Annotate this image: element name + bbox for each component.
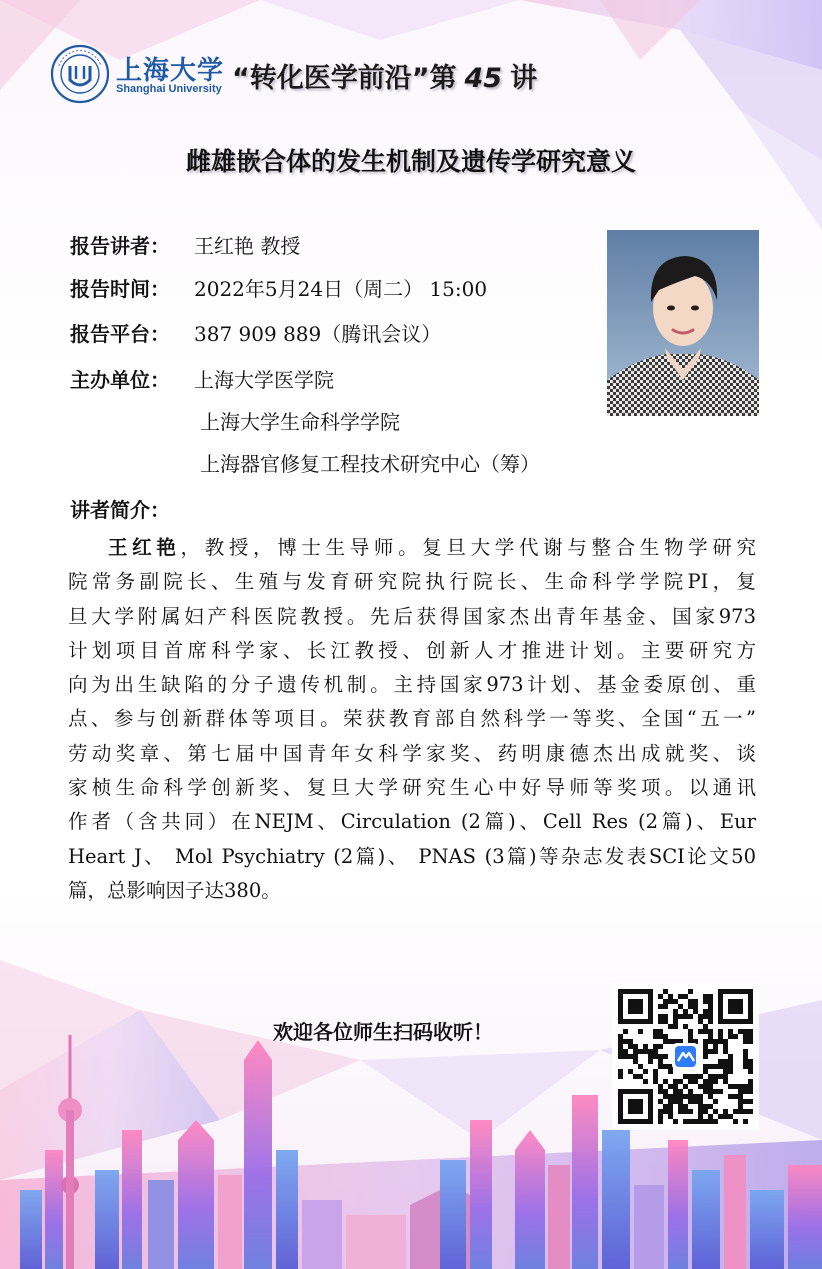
bio-line: 篇，总影响因子达380。 <box>68 878 281 902</box>
time-value: 2022年5月24日（周二） 15:00 <box>194 277 488 301</box>
university-seal-icon <box>50 42 110 106</box>
platform-value: 387 909 889（腾讯会议） <box>194 322 442 346</box>
speaker-label: 报告讲者： <box>70 234 170 258</box>
tencent-meeting-icon <box>672 1043 699 1070</box>
bio-line: 旦大学附属妇产科医院教授。先后获得国家杰出青年基金、国家973 <box>68 604 756 628</box>
speaker-value: 王红艳 教授 <box>194 234 301 258</box>
lecture-title: 雌雄嵌合体的发生机制及遗传学研究意义 <box>185 147 636 176</box>
host-item: 上海大学生命科学学院 <box>200 410 400 434</box>
qr-code-icon[interactable] <box>612 983 759 1130</box>
host-label: 主办单位： <box>70 368 170 392</box>
bio-line: 王红艳，教授，博士生导师。复旦大学代谢与整合生物学研究 <box>108 536 756 559</box>
bio-name: 王红艳 <box>108 536 181 559</box>
platform-label: 报告平台： <box>70 322 170 346</box>
bio-line: 计划项目首席科学家、长江教授、创新人才推进计划。主要研究方 <box>68 638 756 662</box>
bio-line: 院常务副院长、生殖与发育研究院执行院长、生命科学学院PI，复 <box>68 570 756 594</box>
logo-name-en: Shanghai University <box>116 83 222 95</box>
series-title <box>232 56 537 95</box>
bio-line: 点、参与创新群体等项目。荣获教育部自然科学一等奖、全国“五一” <box>68 707 756 731</box>
bio-line: 家桢生命科学创新奖、复旦大学研究生心中好导师等奖项。以通讯 <box>68 776 756 800</box>
series-prefix: “转化医学前沿”第 <box>232 63 457 94</box>
bio-line: 劳动奖章、第七届中国青年女科学家奖、药明康德杰出成就奖、谈 <box>68 741 756 765</box>
welcome-text: 欢迎各位师生扫码收听！ <box>273 1020 493 1044</box>
bio-line: 作者（含共同）在NEJM、Circulation (2篇)、Cell Res (2篇)、Eur <box>68 810 756 834</box>
speaker-photo <box>607 230 759 416</box>
bio-line: Heart J、 Mol Psychiatry (2篇)、 PNAS (3篇)等杂志发表SCI论文50 <box>68 844 756 868</box>
series-suffix: 讲 <box>510 63 538 94</box>
bio-line: 向为出生缺陷的分子遗传机制。主持国家973计划、基金委原创、重 <box>68 673 756 697</box>
bio-text <box>68 531 756 908</box>
time-label: 报告时间： <box>70 277 170 301</box>
series-number: 45 <box>464 63 503 94</box>
logo-name-cn: 上海大学 <box>116 56 225 86</box>
host-item: 上海大学医学院 <box>194 368 334 392</box>
bio-heading: 讲者简介： <box>70 498 170 522</box>
host-item: 上海器官修复工程技术研究中心（筹） <box>200 452 540 476</box>
